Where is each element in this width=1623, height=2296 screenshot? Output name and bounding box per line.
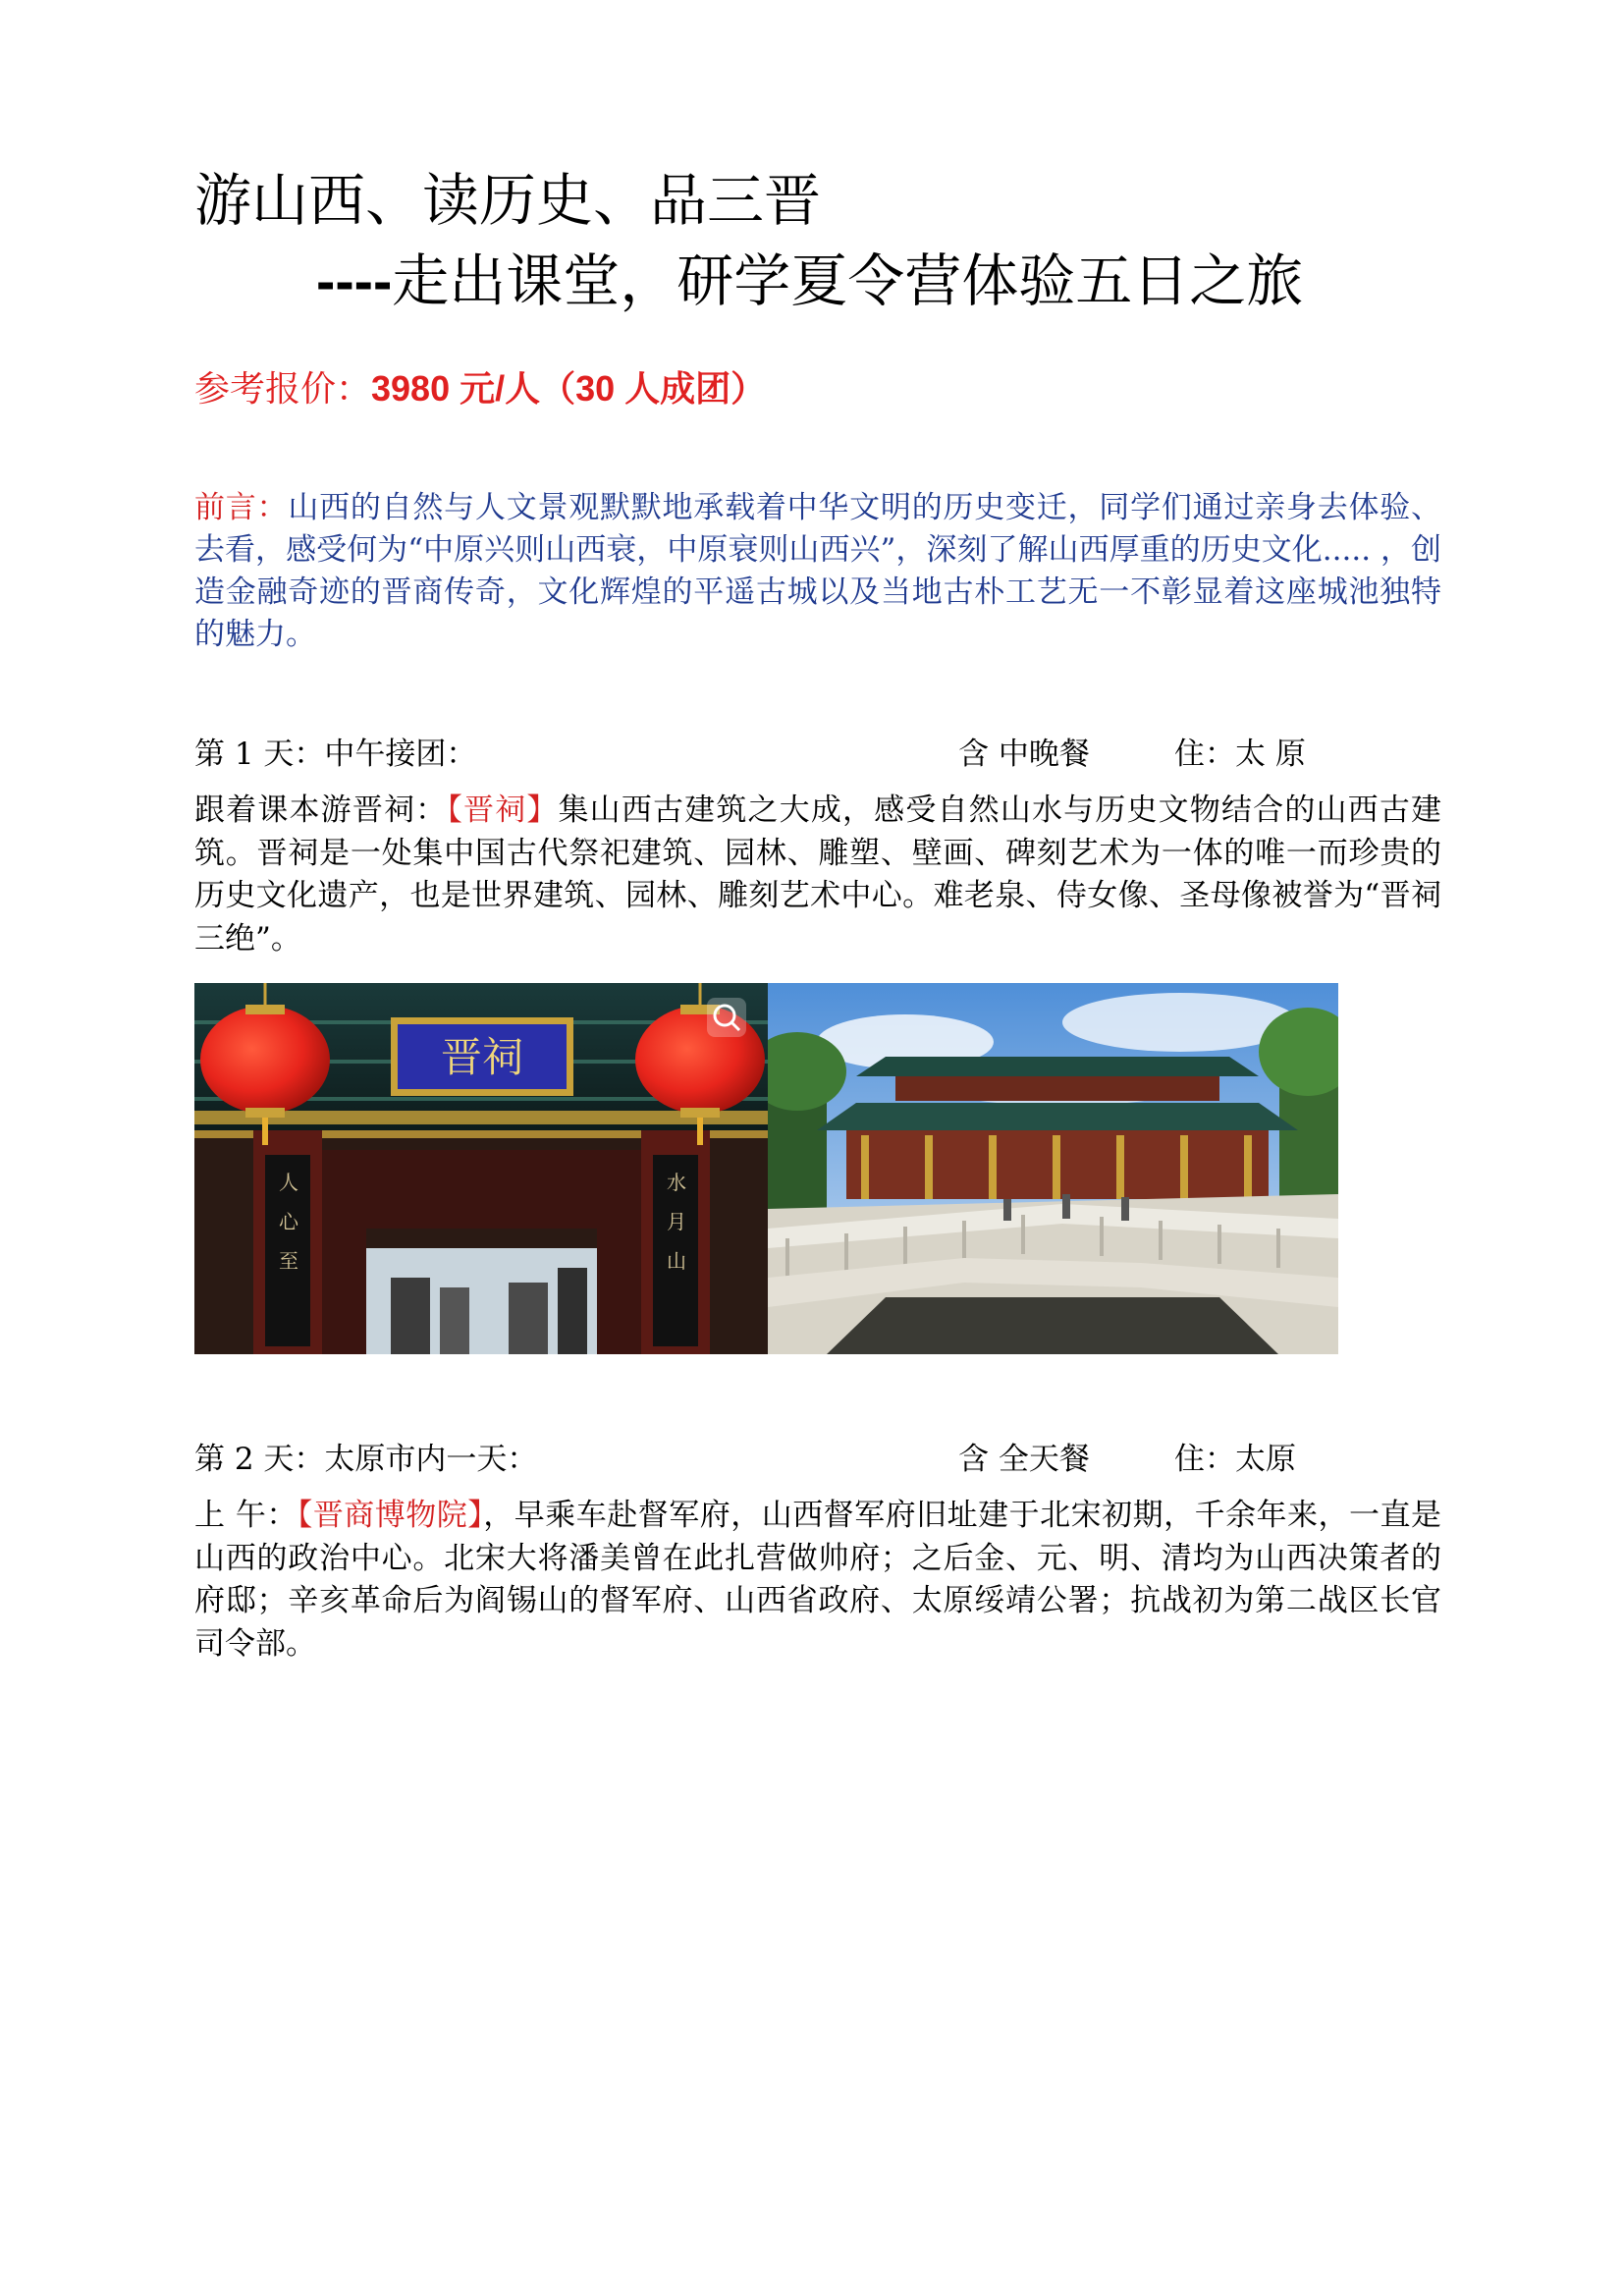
day1-title: 第 1 天：中午接团： bbox=[194, 737, 477, 772]
title-line-1: 游山西、读历史、品三晋 bbox=[194, 167, 822, 234]
price-unit: 元/人（ bbox=[450, 368, 576, 409]
price-label: 参考报价： bbox=[194, 369, 372, 410]
day1-paragraph bbox=[194, 790, 1441, 960]
day1-text-before: 跟着课本游晋祠： bbox=[194, 793, 448, 828]
group-text: 人成团） bbox=[615, 368, 767, 409]
day1-text-after: 集山西古建筑之大成，感受自然山水与历史文物结合的山西古建筑。晋祠是一处集中国古代祭祀建筑、园林、雕塑、壁画、碑刻艺术为一体的唯一而珍贵的历史文化遗产，也是世界建筑、园林、雕刻艺术中心。难老泉、侍女像、圣母像被誉为“晋祠三绝”。 bbox=[194, 793, 1442, 957]
svg-text:⽔: ⽔ bbox=[667, 1171, 686, 1194]
group-size: 30 bbox=[575, 368, 616, 409]
day2-stay: 住：太原 bbox=[1174, 1442, 1296, 1477]
price-line bbox=[194, 365, 766, 413]
svg-text:⼼: ⼼ bbox=[279, 1210, 298, 1233]
day2-meals: 含 全天餐 bbox=[958, 1442, 1090, 1477]
zoom-icon[interactable] bbox=[707, 998, 746, 1037]
day1-meals: 含 中晚餐 bbox=[958, 737, 1090, 772]
svg-text:⾄: ⾄ bbox=[279, 1249, 298, 1273]
svg-text:⽉: ⽉ bbox=[667, 1210, 686, 1233]
svg-text:⼈: ⼈ bbox=[279, 1171, 298, 1194]
day1-highlight: 【晋祠】 bbox=[447, 793, 559, 828]
day2-text-after: ，早乘车赴督军府，山西督军府旧址建于北宋初期，千余年来，一直是山西的政治中心。北宋大将潘美曾在此扎营做帅府；之后金、元、明、清均为山西决策者的府邸；辛亥革命后为阎锡山的督军府、山西省政府、太原绥靖公署；抗战初为第二战区长官司令部。 bbox=[194, 1498, 1442, 1662]
intro-paragraph bbox=[194, 487, 1441, 656]
day1-stay: 住：太 原 bbox=[1174, 737, 1306, 772]
title-dash: ---- bbox=[316, 249, 393, 313]
jinci-hall-photo bbox=[768, 983, 1338, 1354]
day2-text-before: 上 午： bbox=[194, 1498, 298, 1533]
jinci-plaque-text: 晋祠 bbox=[440, 1033, 524, 1081]
title-subtitle: 走出课堂，研学夏令营体验五日之旅 bbox=[392, 247, 1304, 314]
title-line-2 bbox=[316, 246, 1303, 317]
day2-paragraph bbox=[194, 1495, 1441, 1666]
intro-text: 山西的自然与人文景观默默地承载着中华文明的历史变迁，同学们通过亲身去体验、去看，感受何为“中原兴则山西衰，中原衰则山西兴”，深刻了解山西厚重的历史文化..... ，创造金融奇迹的晋商传奇，文化辉煌的平遥古城以及当地古朴工艺无一不彰显着这座城池独特的魅力。 bbox=[194, 490, 1442, 652]
day2-title: 第 2 天：太原市内一天： bbox=[194, 1442, 538, 1477]
price-amount: 3980 bbox=[371, 368, 451, 409]
svg-text:⼭: ⼭ bbox=[667, 1249, 686, 1273]
day2-highlight: 【晋商博物院】 bbox=[297, 1498, 484, 1533]
jinci-gate-photo bbox=[194, 983, 768, 1354]
intro-lead: 前言： bbox=[194, 490, 289, 525]
